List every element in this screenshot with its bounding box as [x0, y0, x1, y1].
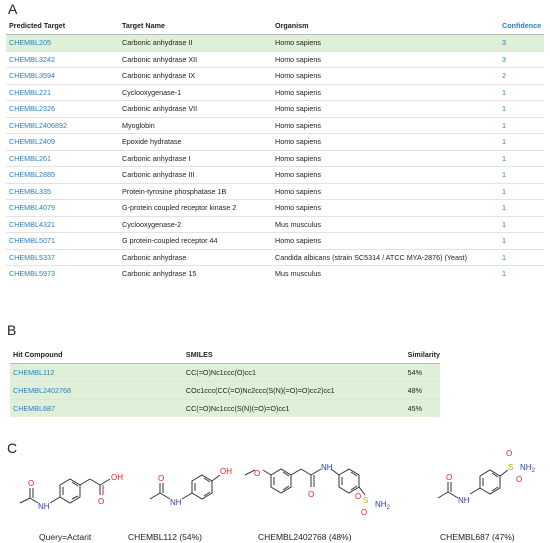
table-row — [6, 68, 544, 85]
sulfonamide-nh2-label: $NH_2$ — [520, 463, 535, 474]
amide-oxygen-label: O — [28, 479, 35, 488]
organism: Homo sapiens — [272, 183, 499, 200]
target-name: Carbonic anhydrase XII — [119, 51, 272, 68]
sulfonyl-oxygen-label-2: O — [355, 492, 362, 501]
table-header-row — [6, 17, 544, 35]
table-row — [6, 183, 544, 200]
target-id-link[interactable]: CHEMBL2406892 — [6, 117, 119, 134]
similarity: 48% — [405, 382, 440, 400]
col-header-hit-compound[interactable]: Hit Compound — [10, 346, 183, 364]
table-row — [6, 249, 544, 266]
amide-nh-label: NH — [458, 496, 470, 505]
hit-id-link[interactable]: CHEMBL2402768 — [10, 382, 183, 400]
target-name: Carbonic anhydrase 15 — [119, 266, 272, 282]
smiles: COc1ccc(CC(=O)Nc2ccc(S(N)(=O)=O)cc2)cc1 — [183, 382, 405, 400]
target-id-link[interactable]: CHEMBL5071 — [6, 233, 119, 250]
chembl2402768-structure — [235, 445, 415, 530]
table-row — [10, 400, 440, 418]
hit-compounds-table — [10, 346, 440, 417]
organism: Homo sapiens — [272, 233, 499, 250]
organism: Homo sapiens — [272, 101, 499, 118]
organism: Homo sapiens — [272, 167, 499, 184]
organism: Homo sapiens — [272, 200, 499, 217]
col-header-confidence[interactable]: Confidence — [499, 17, 544, 35]
panel-label-a: A — [8, 1, 18, 17]
table-row — [6, 117, 544, 134]
predicted-targets-table — [6, 17, 544, 282]
organism: Homo sapiens — [272, 35, 499, 52]
organism: Homo sapiens — [272, 150, 499, 167]
table-row — [6, 200, 544, 217]
col-header-smiles[interactable]: SMILES — [183, 346, 405, 364]
confidence: 1 — [499, 183, 544, 200]
similarity: 45% — [405, 400, 440, 418]
caption-chembl2402768: CHEMBL2402768 (48%) — [258, 532, 352, 542]
organism: Candida albicans (strain SC5314 / ATCC MYA-2876) (Yeast) — [272, 249, 499, 266]
confidence: 1 — [499, 249, 544, 266]
target-id-link[interactable]: CHEMBL221 — [6, 84, 119, 101]
table-row — [6, 51, 544, 68]
table-row — [6, 84, 544, 101]
organism: Homo sapiens — [272, 51, 499, 68]
organism: Mus musculus — [272, 216, 499, 233]
confidence: 1 — [499, 84, 544, 101]
caption-chembl112: CHEMBL112 (54%) — [128, 532, 203, 542]
target-id-link[interactable]: CHEMBL4079 — [6, 200, 119, 217]
table-row — [6, 101, 544, 118]
target-name: G protein-coupled receptor 44 — [119, 233, 272, 250]
col-header-target-name[interactable]: Target Name — [119, 17, 272, 35]
table-row — [6, 216, 544, 233]
panel-label-c: C — [7, 440, 18, 456]
target-id-link[interactable]: CHEMBL5973 — [6, 266, 119, 282]
amide-nh-label: NH — [38, 502, 50, 511]
table-row — [10, 364, 440, 382]
target-id-link[interactable]: CHEMBL335 — [6, 183, 119, 200]
target-name: Carbonic anhydrase II — [119, 35, 272, 52]
organism: Homo sapiens — [272, 84, 499, 101]
confidence: 1 — [499, 200, 544, 217]
confidence: 2 — [499, 68, 544, 85]
hydroxyl-label: OH — [111, 473, 123, 482]
sulfonamide-nh2-label: $NH_2$ — [375, 500, 390, 511]
confidence: 1 — [499, 167, 544, 184]
target-id-link[interactable]: CHEMBL205 — [6, 35, 119, 52]
carbonyl-oxygen-label: O — [308, 490, 315, 499]
table-row — [6, 150, 544, 167]
confidence: 1 — [499, 266, 544, 282]
smiles: CC(=O)Nc1ccc(S(N)(=O)=O)cc1 — [183, 400, 405, 418]
similarity: 54% — [405, 364, 440, 382]
confidence: 3 — [499, 35, 544, 52]
col-header-organism[interactable]: Organism — [272, 17, 499, 35]
confidence: 1 — [499, 150, 544, 167]
target-name: Cyclooxygenase-1 — [119, 84, 272, 101]
organism: Homo sapiens — [272, 117, 499, 134]
target-name: Carbonic anhydrase III — [119, 167, 272, 184]
confidence: 1 — [499, 233, 544, 250]
confidence: 1 — [499, 117, 544, 134]
sulfonyl-oxygen-label: O — [361, 508, 368, 517]
hit-id-link[interactable]: CHEMBL112 — [10, 364, 183, 382]
panel-label-b: B — [7, 322, 17, 338]
sulfonyl-oxygen-label: O — [506, 449, 513, 458]
target-name: Carbonic anhydrase I — [119, 150, 272, 167]
chembl112-structure — [140, 455, 240, 530]
methoxy-oxygen-label: O — [254, 469, 261, 478]
sulfur-label: S — [363, 496, 369, 505]
confidence: 1 — [499, 134, 544, 151]
confidence: 1 — [499, 101, 544, 118]
amide-oxygen-label: O — [158, 474, 165, 483]
amide-nh-label: NH — [321, 463, 333, 472]
table-header-row — [10, 346, 440, 364]
amide-nh-label: NH — [170, 498, 182, 507]
target-id-link[interactable]: CHEMBL261 — [6, 150, 119, 167]
target-id-link[interactable]: CHEMBL3242 — [6, 51, 119, 68]
target-name: Epoxide hydratase — [119, 134, 272, 151]
table-row — [10, 382, 440, 400]
amide-oxygen-label: O — [446, 473, 453, 482]
target-name: G-protein coupled receptor kinase 2 — [119, 200, 272, 217]
caption-chembl687: CHEMBL687 (47%) — [440, 532, 515, 542]
target-name: Carbonic anhydrase — [119, 249, 272, 266]
confidence: 1 — [499, 216, 544, 233]
caption-actarit: Query=Actarit — [39, 532, 92, 542]
sulfur-label: S — [508, 463, 514, 472]
target-id-link[interactable]: CHEMBL2409 — [6, 134, 119, 151]
target-id-link[interactable]: CHEMBL2885 — [6, 167, 119, 184]
hit-id-link[interactable]: CHEMBL687 — [10, 400, 183, 418]
col-header-predicted-target[interactable]: Predicted Target — [6, 17, 119, 35]
organism: Homo sapiens — [272, 68, 499, 85]
table-row — [6, 233, 544, 250]
table-row — [6, 134, 544, 151]
target-name: Myoglobin — [119, 117, 272, 134]
actarit-structure — [0, 455, 140, 530]
confidence: 3 — [499, 51, 544, 68]
table-row — [6, 266, 544, 282]
target-id-link[interactable]: CHEMBL4321 — [6, 216, 119, 233]
table-row — [6, 35, 544, 52]
target-name: Carbonic anhydrase VII — [119, 101, 272, 118]
smiles: CC(=O)Nc1ccc(O)cc1 — [183, 364, 405, 382]
carbonyl-oxygen-label: O — [98, 497, 105, 506]
col-header-similarity[interactable]: Similarity — [405, 346, 440, 364]
chembl687-structure — [420, 440, 550, 530]
organism: Mus musculus — [272, 266, 499, 282]
organism: Homo sapiens — [272, 134, 499, 151]
sulfonyl-oxygen-label-2: O — [516, 475, 523, 484]
table-row — [6, 167, 544, 184]
hydroxyl-label: OH — [220, 467, 232, 476]
target-id-link[interactable]: CHEMBL5337 — [6, 249, 119, 266]
target-id-link[interactable]: CHEMBL3594 — [6, 68, 119, 85]
target-name: Cyclooxygenase-2 — [119, 216, 272, 233]
target-id-link[interactable]: CHEMBL2326 — [6, 101, 119, 118]
target-name: Carbonic anhydrase IX — [119, 68, 272, 85]
target-name: Protein-tyrosine phosphatase 1B — [119, 183, 272, 200]
